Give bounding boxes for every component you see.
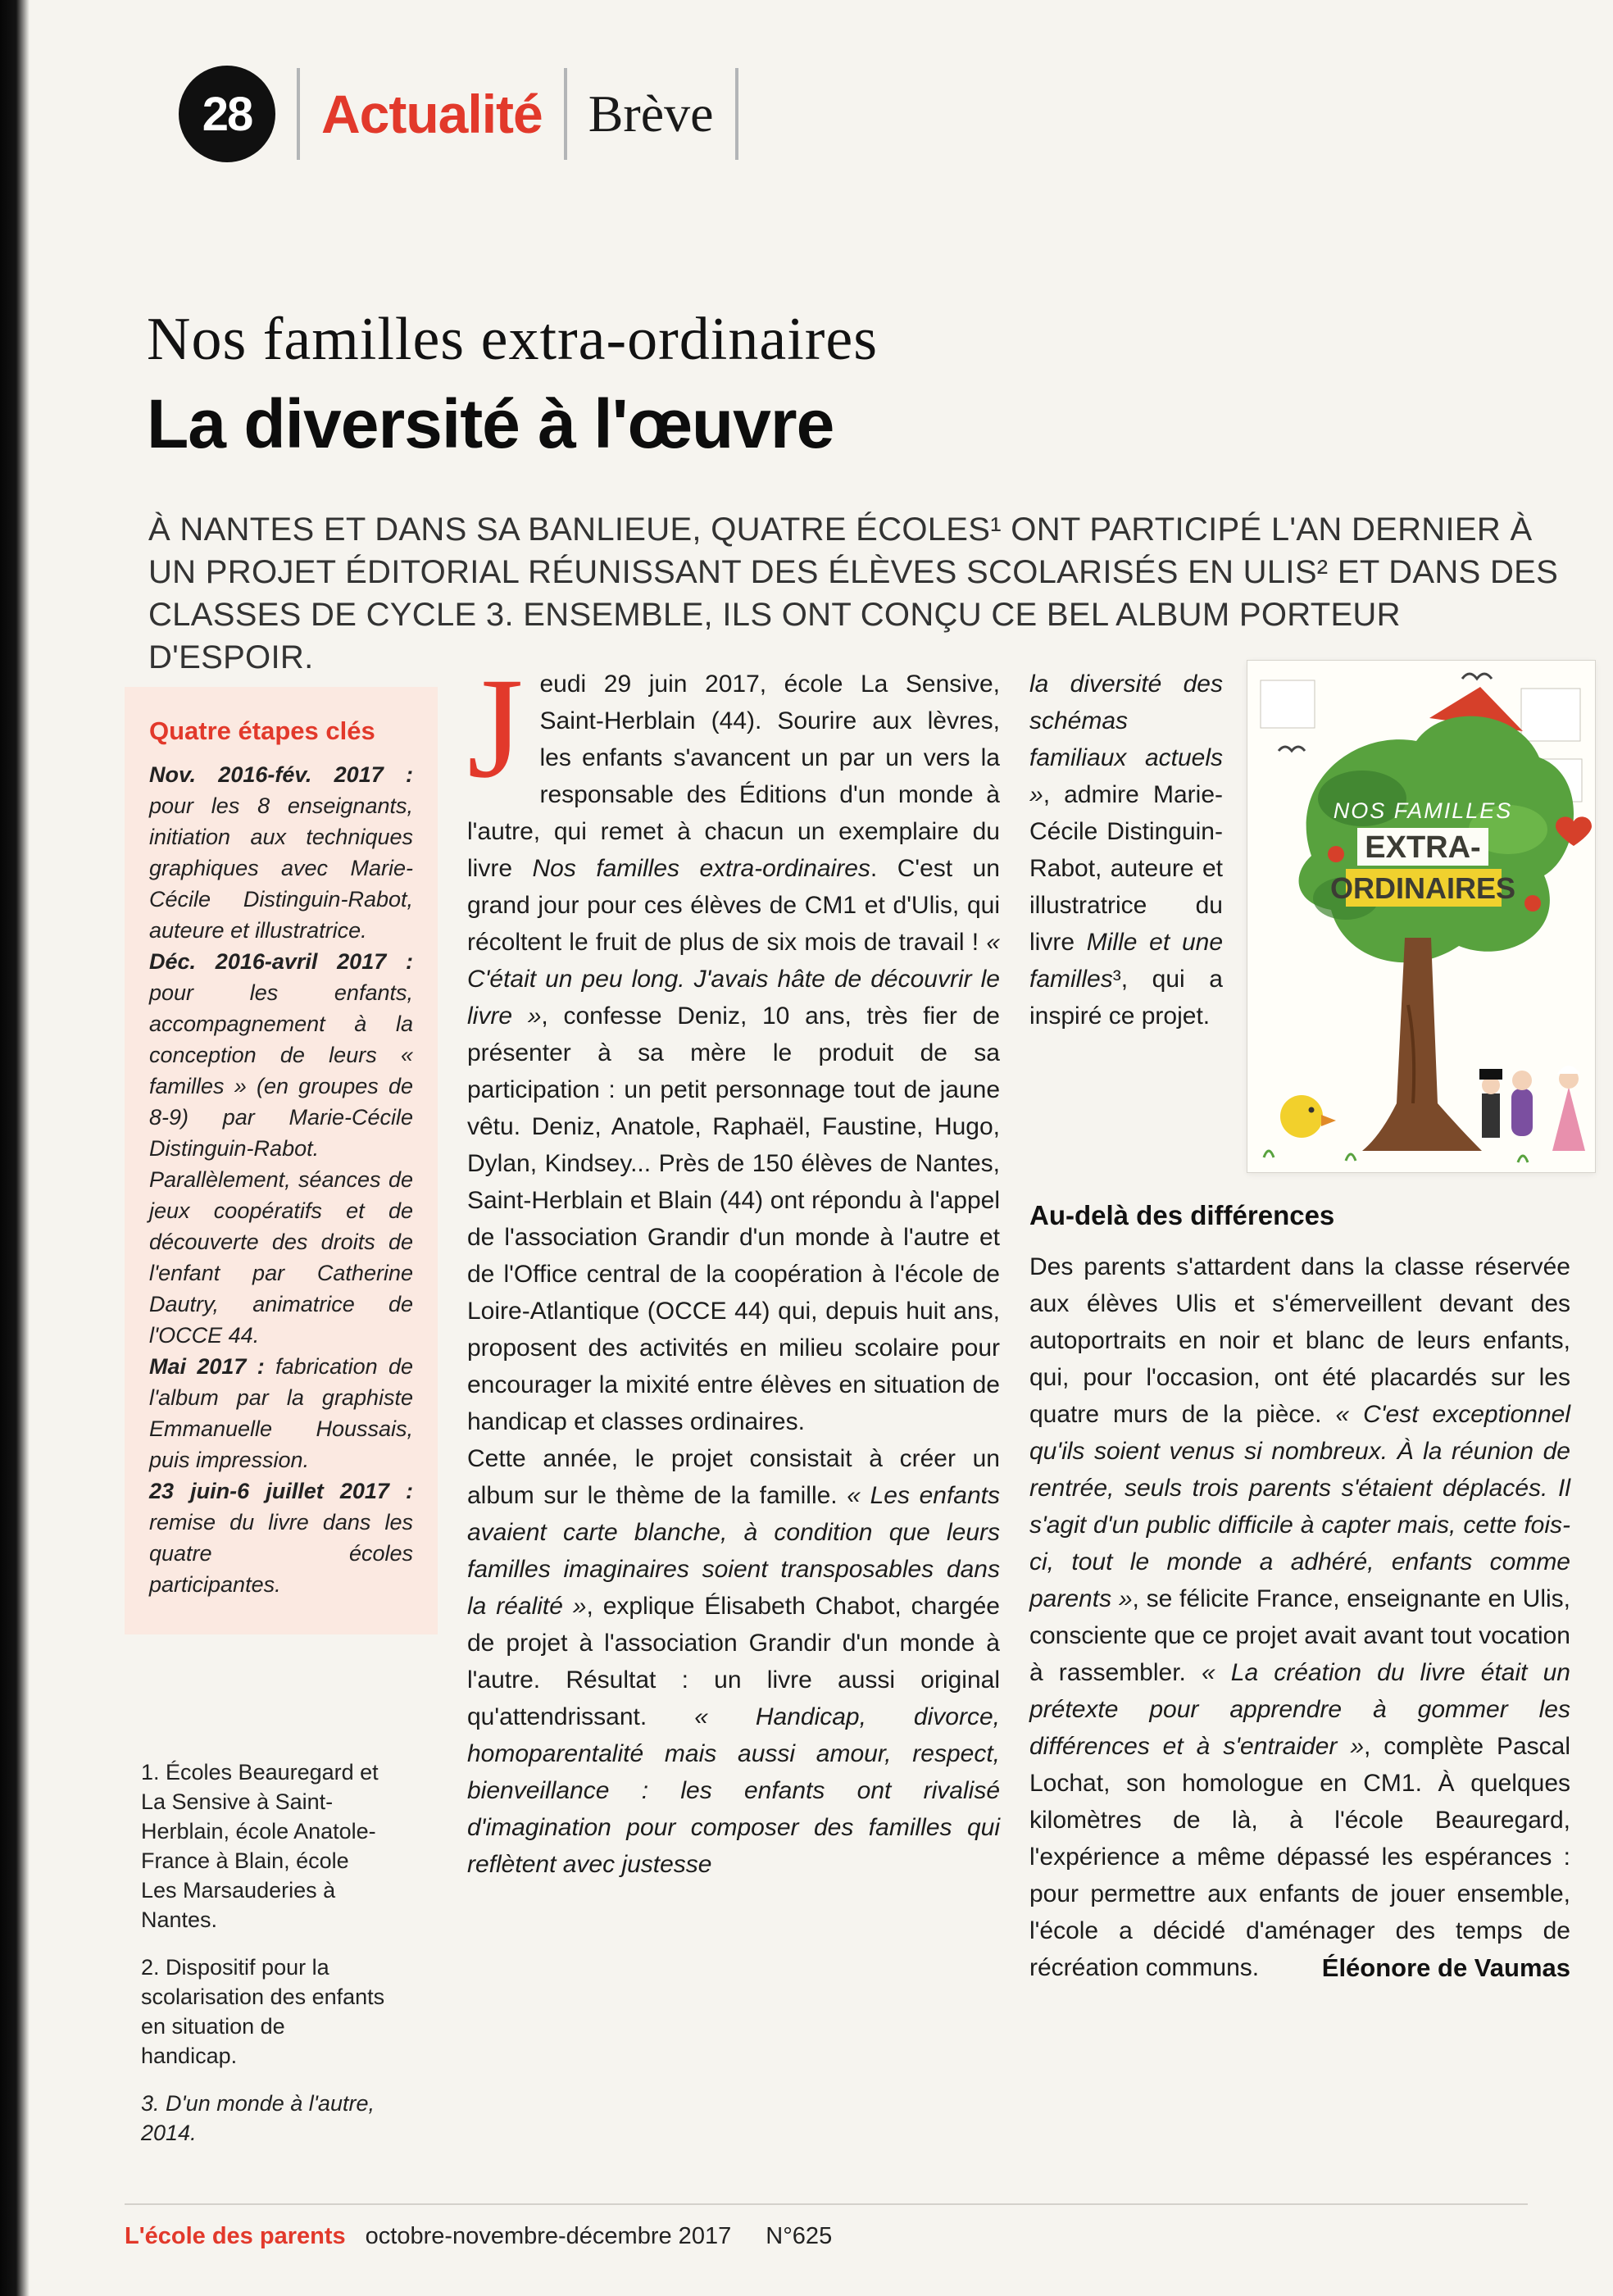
article-body — [125, 648, 1570, 2166]
step-text: pour les enfants, accompagnement à la conception de leurs « familles » (en groupes de 8-9) par Marie-Cécile Distinguin-Rabot. Parallèlement, séances de jeux coopératifs et de découverte des droits de l'enfant par Catherine Dautry, animatrice de l'OCCE 44. — [149, 980, 413, 1348]
headline — [147, 305, 878, 464]
section-label: Actualité — [321, 84, 543, 144]
sidebar-step — [149, 759, 413, 946]
sidebar-title: Quatre étapes clés — [149, 716, 375, 745]
step-date: Déc. 2016-avril 2017 : — [149, 949, 413, 974]
sidebar-step — [149, 1351, 413, 1475]
step-date: 23 juin-6 juillet 2017 : — [149, 1479, 413, 1503]
page-footer — [125, 2203, 1528, 2250]
step-date: Nov. 2016-fév. 2017 : — [149, 762, 413, 787]
sidebar-step — [149, 1475, 413, 1600]
left-column — [125, 666, 438, 2166]
article-paragraph — [1029, 1248, 1570, 1986]
header-divider — [297, 68, 300, 160]
issue-date: octobre-novembre-décembre 2017 — [365, 2223, 732, 2249]
magazine-name: L'école des parents — [125, 2223, 346, 2249]
apple — [1524, 895, 1541, 912]
purple-figure — [1511, 1071, 1533, 1136]
step-text: pour les 8 enseignants, initiation aux techniques graphiques avec Marie-Cécile Distinguin-Rabot, auteure et illustratrice. — [149, 793, 413, 943]
standfirst: À NANTES ET DANS SA BANLIEUE, QUATRE ÉCOLES¹ ONT PARTICIPÉ L'AN DERNIER À UN PROJET ÉDITORIAL RÉUNISSANT DES ÉLÈVES SCOLARISÉS EN ULIS² ET DANS DES CLASSES DE CYCLE 3. ENSEMBLE, ILS ONT CONÇU CE BEL ALBUM PORTEUR D'ESPOIR. — [148, 511, 1559, 675]
footnote: 1. Écoles Beauregard et La Sensive à Saint-Herblain, école Anatole-France à Blain, école Les Marsauderies à Nantes. — [141, 1760, 379, 1932]
article-paragraph — [467, 1440, 1000, 1883]
paragraph-text: eudi 29 juin 2017, école La Sensive, Saint-Herblain (44). Sourire aux lèvres, les enfants s'avancent un par un vers la responsable des Éditions d'un monde à l'autre, qui remet à chacun un exemplaire du livre Nos familles extra-ordinaires. C'est un grand jour pour ces élèves de CM1 et d'Ulis, qui récoltent le fruit de plus de six mois de travail ! « C'était un peu long. J'avais hâte de découvrir le livre », confesse Deniz, 10 ans, très fier de présenter à sa mère le produit de sa participation : un petit personnage tout de jaune vêtu. Deniz, Anatole, Raphaël, Faustine, Hugo, Dylan, Kindsey... Près de 150 élèves de Nantes, Saint-Herblain et Blain (44) ont répondu à l'appel de l'association Grandir d'un monde à l'autre et de l'Office central de la coopération à l'école de Loire-Atlantique (OCCE 44) qui, depuis huit ans, proposent des activités en milieu scolaire pour encourager la mixité entre élèves en situation de handicap et classes ordinaires. — [467, 671, 1000, 1435]
footnotes — [141, 1757, 387, 2148]
book-cover-title-line: EXTRA- — [1365, 830, 1481, 865]
book-cover-illustration — [1247, 661, 1595, 1172]
key-steps-box — [125, 687, 438, 1634]
drop-cap: J — [467, 648, 524, 808]
groom-figure — [1479, 1069, 1502, 1138]
issue-number: N°625 — [766, 2223, 833, 2249]
book-cover-title-line: NOS FAMILLES — [1333, 798, 1513, 823]
rubric-label: Brève — [588, 84, 714, 143]
article-paragraph — [467, 648, 1000, 1440]
page-number: 28 — [202, 87, 252, 141]
paragraph-text: Cette année, le projet consistait à créer un album sur le thème de la famille. « Les enfants avaient carte blanche, à condition que leurs familles imaginaires soient transposables dans la réalité », explique Élisabeth Chabot, chargée de projet à l'association Grandir d'un monde à l'autre. Résultat : un livre aussi original qu'attendrissant. « Handicap, divorce, homoparentalité mais aussi amour, respect, bienveillance : les enfants ont rivalisé d'imagination pour composer des familles qui reflètent avec justesse — [467, 1445, 1001, 1878]
headline-kicker: Nos familles extra-ordinaires — [147, 306, 879, 373]
right-column — [1029, 666, 1570, 2166]
book-cover-title-line: ORDINAIRES — [1329, 871, 1516, 905]
paragraph-text: Des parents s'attardent dans la classe réservée aux élèves Ulis et s'émerveillent devant des autoportraits en noir et blanc de leurs enfants, qui, pour l'occasion, ont été placardés sur les quatre murs de la pièce. « C'est exceptionnel qu'ils soient venus si nombreux. À la réunion de rentrée, seuls trois parents s'étaient déplacés. Il s'agit d'un public difficile à capter mais, cette fois-ci, tout le monde a adhéré, enfants comme parents », se félicite France, enseignante en Ulis, consciente que ce projet avait avant tout vocation à rassembler. « La création du livre était un prétexte pour apprendre à gommer les différences et à s'entraider », complète Pascal Lochat, son homologue en CM1. À quelques kilomètres de là, à l'école Beauregard, l'expérience a même dépassé les espérances : pour permettre aux enfants de jouer ensemble, l'école a décidé d'aménager des temps de récréation communs. — [1029, 1253, 1570, 1981]
apple — [1328, 846, 1344, 862]
header-divider — [735, 68, 738, 160]
main-column — [467, 648, 1001, 2166]
step-text: remise du livre dans les quatre écoles participantes. — [149, 1510, 413, 1597]
page-header — [179, 66, 760, 162]
footnote: 3. D'un monde à l'autre, 2014. — [141, 2091, 375, 2145]
scan-edge — [0, 0, 30, 2296]
header-divider — [564, 68, 567, 160]
paragraph-text: la diversité des schémas familiaux actuels », admire Marie-Cécile Distinguin-Rabot, auteure et illustratrice du livre Mille et une familles³, qui a inspiré ce projet. — [1029, 671, 1224, 1030]
step-text: fabrication de l'album par la graphiste Emmanuelle Houssais, puis impression. — [149, 1354, 413, 1472]
section-subhead: Au-delà des différences — [1029, 1200, 1335, 1230]
step-date: Mai 2017 : — [149, 1354, 276, 1379]
byline: Éléonore de Vaumas — [1321, 1953, 1570, 1982]
headline-title: La diversité à l'œuvre — [147, 385, 834, 462]
footnote: 2. Dispositif pour la scolarisation des enfants en situation de handicap. — [141, 1955, 385, 2068]
sidebar-step — [149, 946, 413, 1351]
book-cover — [1247, 661, 1595, 1172]
page-number-badge — [179, 66, 275, 162]
